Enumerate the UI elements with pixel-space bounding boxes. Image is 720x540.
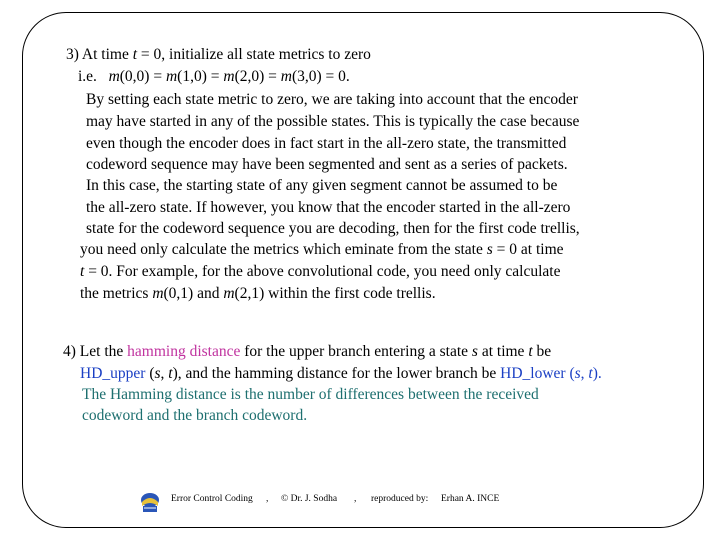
section3-line1 [66,45,371,65]
text: (0,0) = [119,68,166,85]
text: (0,1) and [163,285,224,302]
text: ), and the hamming distance for the lower branch be [172,365,501,382]
text: ). [592,365,602,382]
footer-separator: , [354,494,357,504]
section4-line1 [63,342,551,362]
footer-reproducer: Erhan A. INCE [441,494,500,504]
text: you need only calculate the metrics which eminate from the state [80,241,487,258]
text: ( [145,365,155,382]
text: 4) Let the [63,343,128,360]
footer-reproduced-label: reproduced by: [371,494,429,504]
section3-line9: state for the codeword sequence you are decoding, then for the first code trellis, [86,220,580,237]
footer-course: Error Control Coding [171,494,253,504]
hamming-distance-term: hamming distance [127,343,241,360]
var-s: s [486,241,493,258]
text: (2,1) within the first code trellis. [234,285,436,302]
hd-lower-term: HD_lower [500,365,566,382]
var-t: t [168,365,173,382]
text: be [532,343,552,360]
text: for the upper branch entering a state [240,343,472,360]
text: (2,0) = [234,68,281,85]
text: at time [477,343,529,360]
section3-line3: By setting each state metric to zero, we are taking into account that the encoder [86,91,578,108]
text: = 0 at time [492,241,564,258]
var-m: m [108,68,120,85]
section3-line5: even though the encoder does in fact start in the all-zero state, the transmitted [86,135,567,152]
text: = 0. For example, for the above convolutional code, you need only calculate [84,263,561,280]
section3-line4: may have started in any of the possible states. This is typically the case because [86,113,580,130]
var-m: m [152,285,164,302]
text: ( [565,365,575,382]
text: , [580,365,589,382]
section3-line7: In this case, the starting state of any given segment cannot be assumed to be [86,177,558,194]
text: (3,0) = 0. [291,68,350,85]
text: i.e. [78,68,97,85]
text: (1,0) = [177,68,224,85]
section3-line12 [80,284,436,304]
hd-upper-term: HD_upper [80,365,146,382]
var-s: s [471,343,478,360]
var-t: t [528,343,533,360]
var-s: s [574,365,581,382]
text: 3) At time [66,46,133,63]
university-logo-icon [138,490,162,514]
var-m: m [165,68,178,85]
section3-line11 [80,262,560,282]
section4-line4: codeword and the branch codeword. [82,407,308,424]
footer-separator: , [266,494,269,504]
var-m: m [280,68,292,85]
section4-line2 [80,364,602,384]
section3-line8: the all-zero state. If however, you know that the encoder started in the all-zero [86,199,571,216]
section3-line6: codeword sequence may have been segmented and sent as a series of packets. [86,156,568,173]
text: = 0, initialize all state metrics to zero [137,46,371,63]
slide-footer [138,490,528,514]
var-t: t [80,263,85,280]
var-t: t [132,46,138,63]
section3-line10 [80,240,564,260]
var-m: m [223,68,235,85]
text: the metrics [80,285,153,302]
section4-line3: The Hamming distance is the number of differences between the received [82,386,539,403]
footer-author: © Dr. J. Sodha [281,494,338,504]
var-s: s [154,365,161,382]
var-t: t [588,365,593,382]
section3-line2 [78,67,350,87]
var-m: m [223,285,235,302]
text: , [160,365,169,382]
